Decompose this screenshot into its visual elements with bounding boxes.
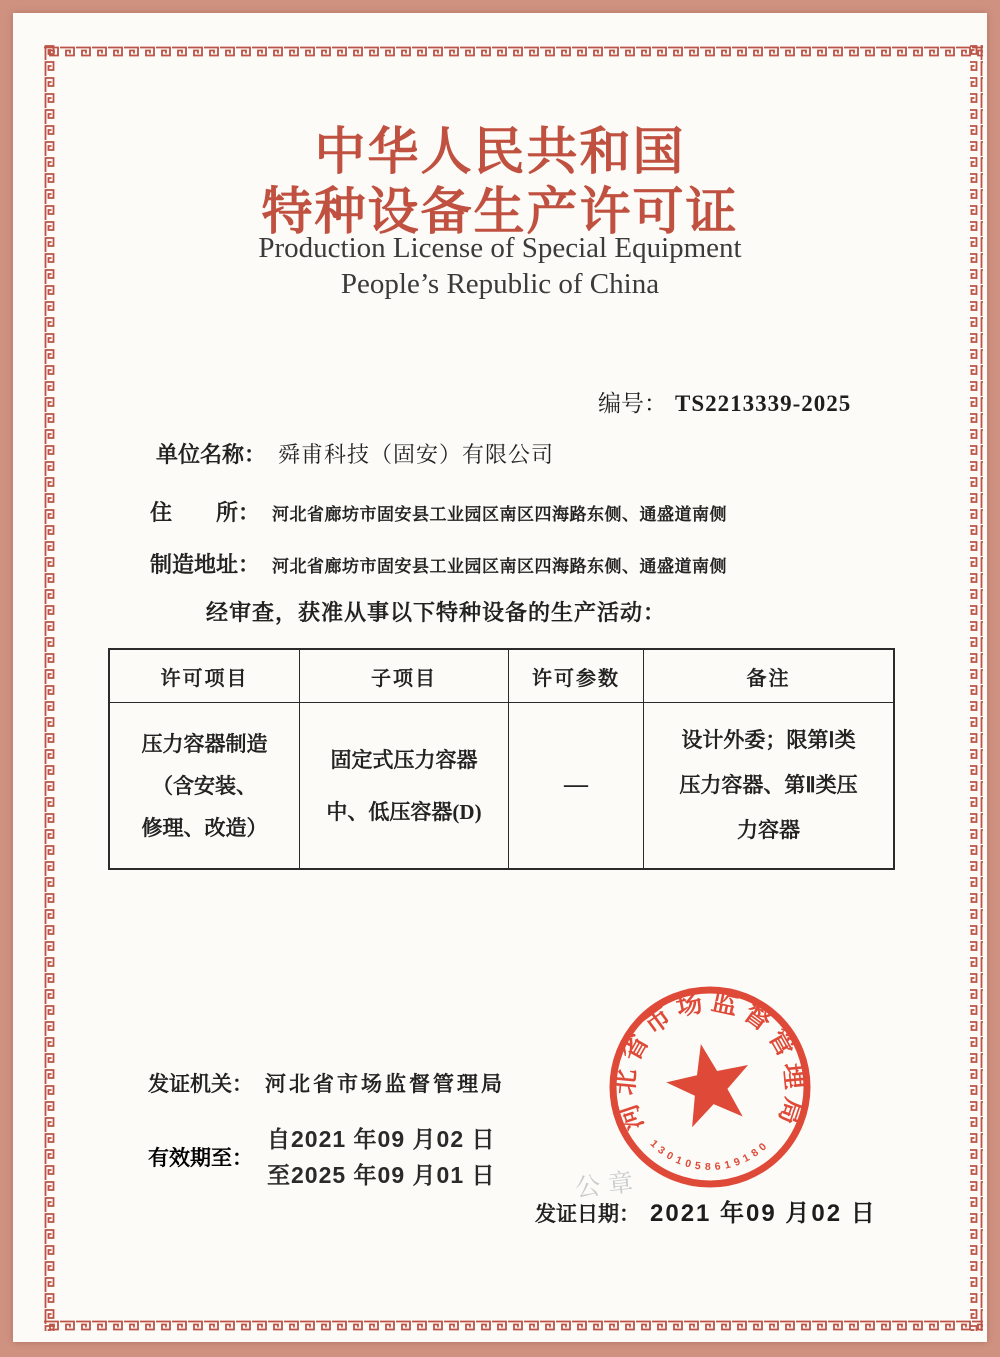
unit-name-label: 单位名称： <box>156 442 267 467</box>
residence-label: 住 所： <box>150 500 261 525</box>
validity-from: 自2021 年09 月02 日 <box>267 1126 496 1152</box>
issuer-value: 河北省市场监督管理局 <box>265 1072 505 1096</box>
license-number-value: TS2213339-2025 <box>675 391 852 416</box>
permit-item-line2: （含安装、 <box>152 773 257 798</box>
license-number-label: 编号： <box>598 391 667 416</box>
table-header-permit-item: 许可项目 <box>160 667 249 690</box>
table-cell-parameters: — <box>508 702 643 868</box>
issuer-row <box>148 1068 505 1098</box>
seal-code-text: 1301058619180 <box>647 1137 773 1174</box>
sub-item-line2: 中、低压容器(D) <box>326 799 482 824</box>
table-header-sub-item: 子项目 <box>299 650 508 702</box>
issue-date-label: 发证日期： <box>535 1202 640 1226</box>
table-cell-sub-item <box>299 702 508 868</box>
table-header-parameters: 许可参数 <box>508 650 643 702</box>
official-seal <box>600 977 820 1197</box>
license-table <box>108 648 895 870</box>
unit-name-value: 舜甫科技（固安）有限公司 <box>278 442 555 467</box>
mfg-address-value: 河北省廊坊市固安县工业园区南区四海路东侧、通盛道南侧 <box>272 557 728 576</box>
unit-name-row <box>156 438 554 469</box>
remarks-line3: 力容器 <box>737 818 800 842</box>
title-en-line1: Production License of Special Equipment <box>258 232 742 264</box>
seal-star <box>660 1035 758 1130</box>
validity-dates <box>267 1121 496 1193</box>
remarks-line1: 设计外委；限第Ⅰ类 <box>681 728 856 752</box>
issuer-label: 发证机关： <box>148 1072 253 1096</box>
table-header-remarks: 备注 <box>643 650 893 702</box>
validity-to: 至2025 年09 月01 日 <box>267 1162 496 1188</box>
validity-row <box>148 1121 496 1193</box>
table-cell-permit-item <box>110 702 299 868</box>
watermark-gongzhang: 公章 <box>573 1167 643 1203</box>
issue-date-value: 2021 年09 月02 日 <box>650 1200 877 1227</box>
validity-label: 有效期至： <box>148 1146 253 1170</box>
permit-item-line1: 压力容器制造 <box>141 731 268 756</box>
table-cell-remarks <box>643 702 893 868</box>
remarks-line2: 压力容器、第Ⅱ类压 <box>679 773 858 797</box>
residence-row <box>150 496 727 527</box>
license-number-row <box>598 385 851 418</box>
title-cn-line2: 特种设备生产许可证 <box>261 185 739 241</box>
mfg-address-row <box>150 548 727 579</box>
mfg-address-label: 制造地址： <box>150 552 261 577</box>
seal-org-text: 河北省市场监督管理局 <box>608 985 812 1135</box>
title-en-line2: People’s Republic of China <box>340 268 660 300</box>
approval-statement: 经审查，获准从事以下特种设备的生产活动： <box>206 600 667 625</box>
permit-item-line3: 修理、改造） <box>141 815 268 840</box>
title-cn-line1: 中华人民共和国 <box>314 125 686 181</box>
sub-item-line1: 固定式压力容器 <box>330 747 478 772</box>
certificate-paper <box>13 13 987 1342</box>
residence-value: 河北省廊坊市固安县工业园区南区四海路东侧、通盛道南侧 <box>272 505 728 524</box>
